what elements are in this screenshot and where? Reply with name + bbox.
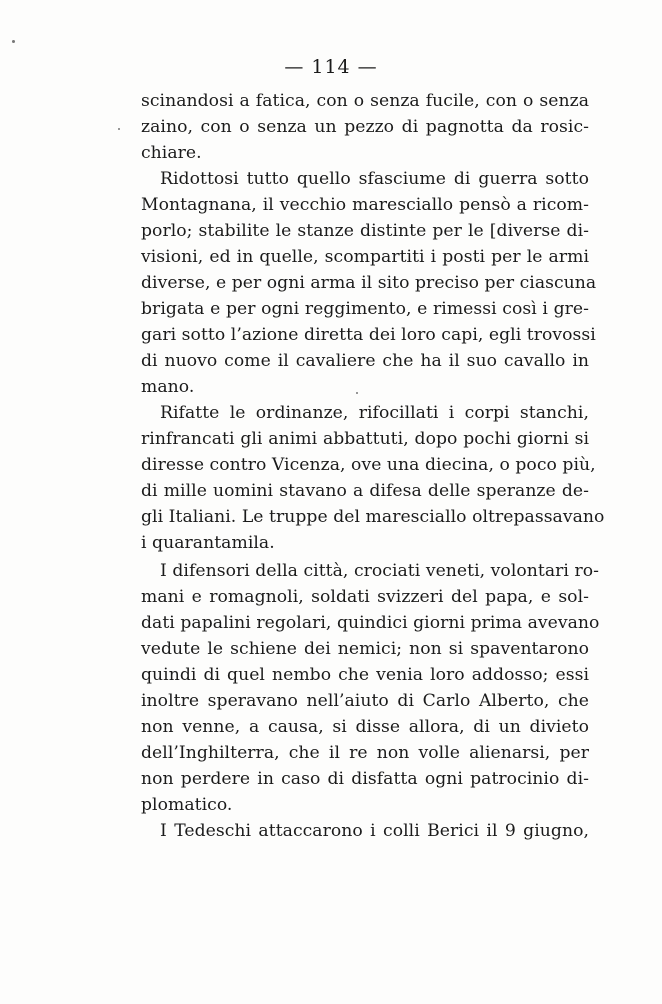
text-line: i quarantamila.: [141, 533, 275, 553]
paper-speck: [118, 128, 120, 130]
text-line: visioni, ed in quelle, scompartiti i posti per le armi: [141, 247, 589, 267]
paper-speck: [12, 40, 15, 43]
text-line: gari sotto l’azione diretta dei loro capi, egli trovossi: [141, 325, 596, 345]
text-line: Montagnana, il vecchio maresciallo pensò a ricom-: [141, 195, 589, 215]
text-line: gli Italiani. Le truppe del maresciallo oltrepassavano: [141, 507, 605, 527]
page-number: — 114 —: [284, 56, 378, 78]
text-line: non perdere in caso di disfatta ogni patrocinio di-: [141, 769, 589, 789]
text-line: rinfrancati gli animi abbattuti, dopo pochi giorni si: [141, 429, 589, 449]
text-line: di mille uomini stavano a difesa delle speranze de-: [141, 481, 589, 501]
text-line: scinandosi a fatica, con o senza fucile, con o senza: [141, 91, 589, 111]
text-line: zaino, con o senza un pezzo di pagnotta da rosic-: [141, 117, 589, 137]
text-line: dati papalini regolari, quindici giorni prima avevano: [141, 613, 600, 633]
text-line: brigata e per ogni reggimento, e rimessi così i gre-: [141, 299, 589, 319]
text-line: Ridottosi tutto quello sfasciume di guerra sotto: [160, 169, 589, 189]
text-line: diresse contro Vicenza, ove una diecina, o poco più,: [141, 455, 596, 475]
text-line: inoltre speravano nell’aiuto di Carlo Alberto, che: [141, 691, 589, 711]
text-line: plomatico.: [141, 795, 233, 815]
paper-speck: [356, 392, 358, 394]
text-line: I Tedeschi attaccarono i colli Berici il 9 giugno,: [160, 821, 589, 841]
text-line: Rifatte le ordinanze, rifocillati i corpi stanchi,: [160, 403, 589, 423]
text-line: I difensori della città, crociati veneti, volontari ro-: [160, 561, 599, 581]
text-line: porlo; stabilite le stanze distinte per le [diverse di-: [141, 221, 589, 241]
text-line: chiare.: [141, 143, 202, 163]
text-line: vedute le schiene dei nemici; non si spaventarono: [141, 639, 589, 659]
text-line: diverse, e per ogni arma il sito preciso per ciascuna: [141, 273, 597, 293]
text-line: quindi di quel nembo che venia loro addosso; essi: [141, 665, 589, 685]
text-line: dell’Inghilterra, che il re non volle alienarsi, per: [141, 743, 589, 763]
text-line: non venne, a causa, si disse allora, di un divieto: [141, 717, 589, 737]
text-line: di nuovo come il cavaliere che ha il suo cavallo in: [141, 351, 589, 371]
text-line: mani e romagnoli, soldati svizzeri del papa, e sol-: [141, 587, 589, 607]
text-line: mano.: [141, 377, 195, 397]
